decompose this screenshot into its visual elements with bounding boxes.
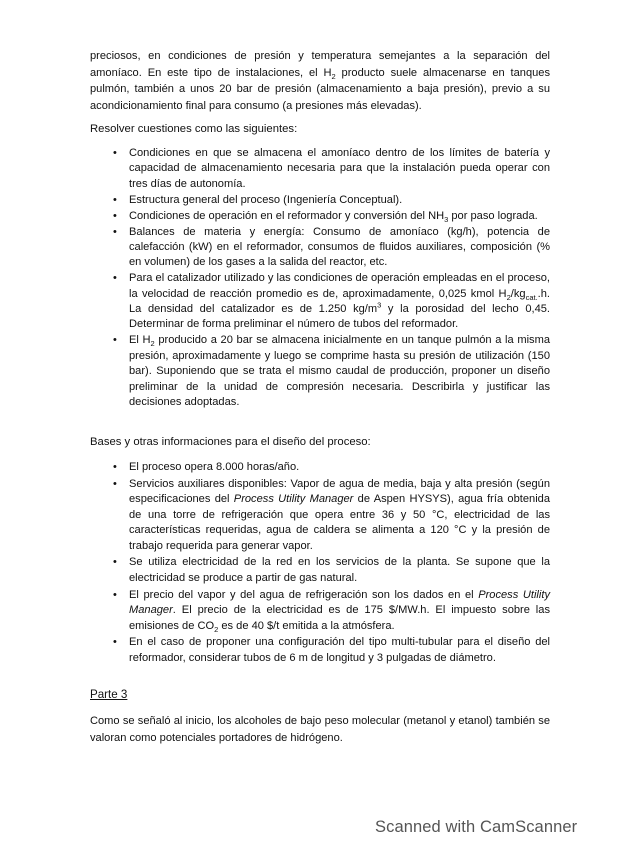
intro-text-a: En este tipo de instalaciones, el H — [147, 66, 332, 79]
list-item — [90, 209, 550, 224]
bases-heading: Bases y otras informaciones para el diseño del proceso: — [90, 436, 371, 448]
list-item-text: El H — [129, 334, 151, 347]
list-item — [90, 635, 550, 666]
list-item — [90, 588, 550, 634]
list-item-text: es de 40 $/t emitida a la atmósfera. — [218, 619, 395, 632]
subscript: 2 — [150, 339, 155, 349]
list-item-text: y la porosidad del lecho 0,45. Determinar de forma preliminar el número de tubos del reformador. — [129, 303, 550, 331]
resolver-heading: Resolver cuestiones como las siguientes: — [90, 123, 298, 135]
list-item-text: Estructura general del proceso (Ingeniería Conceptual). — [129, 193, 403, 206]
subscript: 2 — [214, 624, 219, 634]
superscript: 3 — [377, 300, 382, 310]
intro-text-b: producto suele almacenarse en tanques pulmón, también a unos 20 bar de presión (almacenamiento a baja presión), previo a su acondicionamiento final para consumo (a presiones más elevadas). — [90, 66, 551, 112]
list-item-text: Se utiliza electricidad de la red en los servicios de la planta. Se supone que la electricidad se produce a partir de gas natural. — [129, 556, 550, 584]
section-title-parte-3: Parte 3 — [90, 688, 128, 701]
intro-subscript: 2 — [331, 71, 336, 81]
list-item-text: Balances de materia y energía: Consumo de amoníaco (kg/h), potencia de calefacción (kW) en el reformador, consumos de fluidos auxiliares, composición (% en volumen) de los gases a la salida del reactor, etc. — [129, 225, 550, 269]
list-item-text: Servicios auxiliares disponibles: Vapor de agua de media, baja y alta presión (según especificaciones del — [129, 477, 550, 506]
parte-3-paragraph: Como se señaló al inicio, los alcoholes de bajo peso molecular (metanol y etanol) también se valoran como potenciales portadores de hidrógeno. — [90, 715, 550, 744]
intro-paragraph — [90, 48, 550, 114]
list-item — [90, 193, 550, 208]
list-item-text: El precio del vapor y del agua de refrigeración son los dados en el — [129, 588, 479, 601]
list-item-text: . El precio de la electricidad es de 175 $/MW.h. El impuesto sobre las emisiones de CO — [129, 604, 550, 632]
list-item-text: /kg — [510, 287, 526, 300]
camscanner-watermark: Scanned with CamScanner — [375, 818, 578, 836]
emphasis-text: Process Utility Manager — [129, 588, 550, 617]
list-item-text: Condiciones de operación en el reformador y conversión del NH — [129, 209, 445, 222]
list-item-text: Para el catalizador utilizado y las condiciones de operación empleadas en el proceso, la velocidad de reacción promedio es de, aproximadamente, 0,025 kmol H — [129, 272, 550, 300]
list-item-text: Condiciones en que se almacena el amoníaco dentro de los límites de batería y capacidad de almacenamiento necesaria para que la instalación pueda operar con tres días de autonomía. — [129, 147, 550, 190]
list-item-text: por paso lograda. — [448, 209, 538, 222]
resolver-list — [90, 146, 550, 410]
list-item — [90, 146, 550, 192]
emphasis-text: Process Utility Manager — [233, 493, 354, 506]
list-item-text: .h. La densidad del catalizador es de 1.250 kg/m — [129, 287, 550, 316]
list-item — [90, 477, 550, 554]
subscript: 3 — [444, 214, 449, 224]
list-item-text: producido a 20 bar se almacena inicialmente en un tanque pulmón a la misma presión, aproximadamente y luego se comprime hasta su presión de utilización (150 bar). Suponiendo que se trata el mismo caudal de producción, proponer un diseño preliminar de la unidad de compresión necesaria. Describirla y justificar las decisiones adoptadas. — [129, 334, 550, 408]
list-item — [90, 271, 550, 333]
list-item-text: de Aspen HYSYS), agua fría obtenida de una torre de refrigeración que opera entre 36 y 50 °C, electricidad de las características requeridas, agua de caldera se alimenta a 120 °C y la presión de trabajo requerida para generar vapor. — [129, 493, 550, 552]
intro-line-1: preciosos, en condiciones de presión y temperatura semejantes a la separación del amoníaco. — [90, 50, 550, 79]
subscript: cat. — [525, 292, 538, 302]
list-item-text: El proceso opera 8.000 horas/año. — [129, 461, 300, 473]
list-item — [90, 333, 550, 410]
list-item — [90, 555, 550, 586]
list-item-text: En el caso de proponer una configuración del tipo multi-tubular para el diseño del reformador, considerar tubos de 6 m de longitud y 3 pulgadas de diámetro. — [129, 636, 550, 664]
list-item — [90, 460, 550, 475]
list-item — [90, 225, 550, 271]
bases-list — [90, 460, 550, 666]
subscript: 2 — [506, 292, 511, 302]
